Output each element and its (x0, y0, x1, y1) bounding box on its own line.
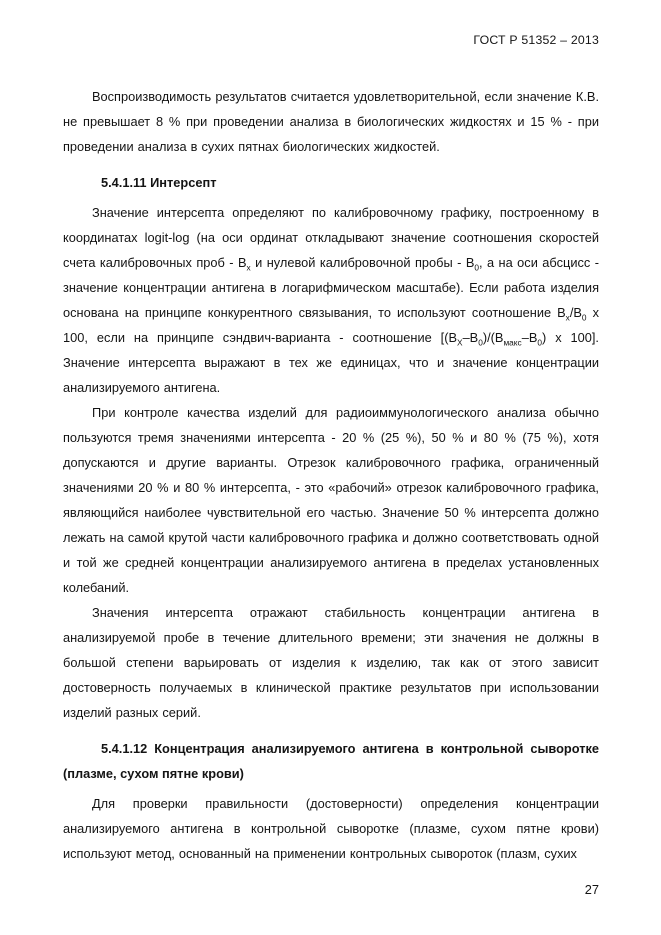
section-heading-5-4-1-12: 5.4.1.12 Концентрация анализируемого антигена в контрольной сыворотке (плазме, сухом пятне крови) (63, 741, 599, 781)
document-number: ГОСТ Р 51352 – 2013 (473, 33, 599, 47)
paragraph-reproducibility: Воспроизводимость результатов считается удовлетворительной, если значение К.В. не превышает 8 % при проведении анализа в биологических жидкостях и 15 % - при проведении анализа в сухих пятнах биологических жидкостей. (63, 89, 599, 154)
paragraph-intercept-definition: Значение интерсепта определяют по калибровочному графику, построенному в координатах logit-log (на оси ординат откладывают значение соотношения скоростей счета калибровочных проб - $B_x$ и нулевой калибровочной пробы - $B_0$, а на оси абсцисс - значение концентрации антигена в логарифмическом масштабе). Если работа изделия основана на принципе конкурентного связывания, то используют соотношение $B_x/B_0$ х 100, если на принципе сэндвич-варианта - соотношение [$(B_X-B_0)/(B_{макс}-B_0)$ х 100]. Значение интерсепта выражают в тех же единицах, что и значение концентрации анализируемого антигена. (63, 205, 599, 395)
paragraph-control-serum: Для проверки правильности (достоверности) определения концентрации анализируемого антигена в контрольной сыворотке (плазме, сухом пятне крови) используют метод, основанный на применении контрольных сывороток (плазм, сухих (63, 796, 599, 861)
section-heading-5-4-1-11: 5.4.1.11 Интерсепт (101, 175, 217, 190)
paragraph-quality-control: При контроле качества изделий для радиоиммунологического анализа обычно пользуются тремя значениями интерсепта - 20 % (25 %), 50 % и 80 % (75 %), хотя допускаются и другие варианты. Отрезок калибровочного графика, ограниченный значениями 20 % и 80 % интерсепта, - это «рабочий» отрезок калибровочного графика, являющийся наиболее чувствительной его частью. Значение 50 % интерсепта должно лежать на самой крутой части калибровочного графика и должно соответствовать одной и той же средней концентрации анализируемого антигена в пределах установленных колебаний. (63, 405, 599, 595)
document-content (63, 84, 599, 866)
paragraph-stability: Значения интерсепта отражают стабильность концентрации антигена в анализируемой пробе в течение длительного времени; эти значения не должны в большой степени варьировать от изделия к изделию, так как от этого зависит достоверность получаемых в клинической практике результатов при использовании изделий разных серий. (63, 605, 599, 720)
page-number: 27 (584, 882, 599, 897)
